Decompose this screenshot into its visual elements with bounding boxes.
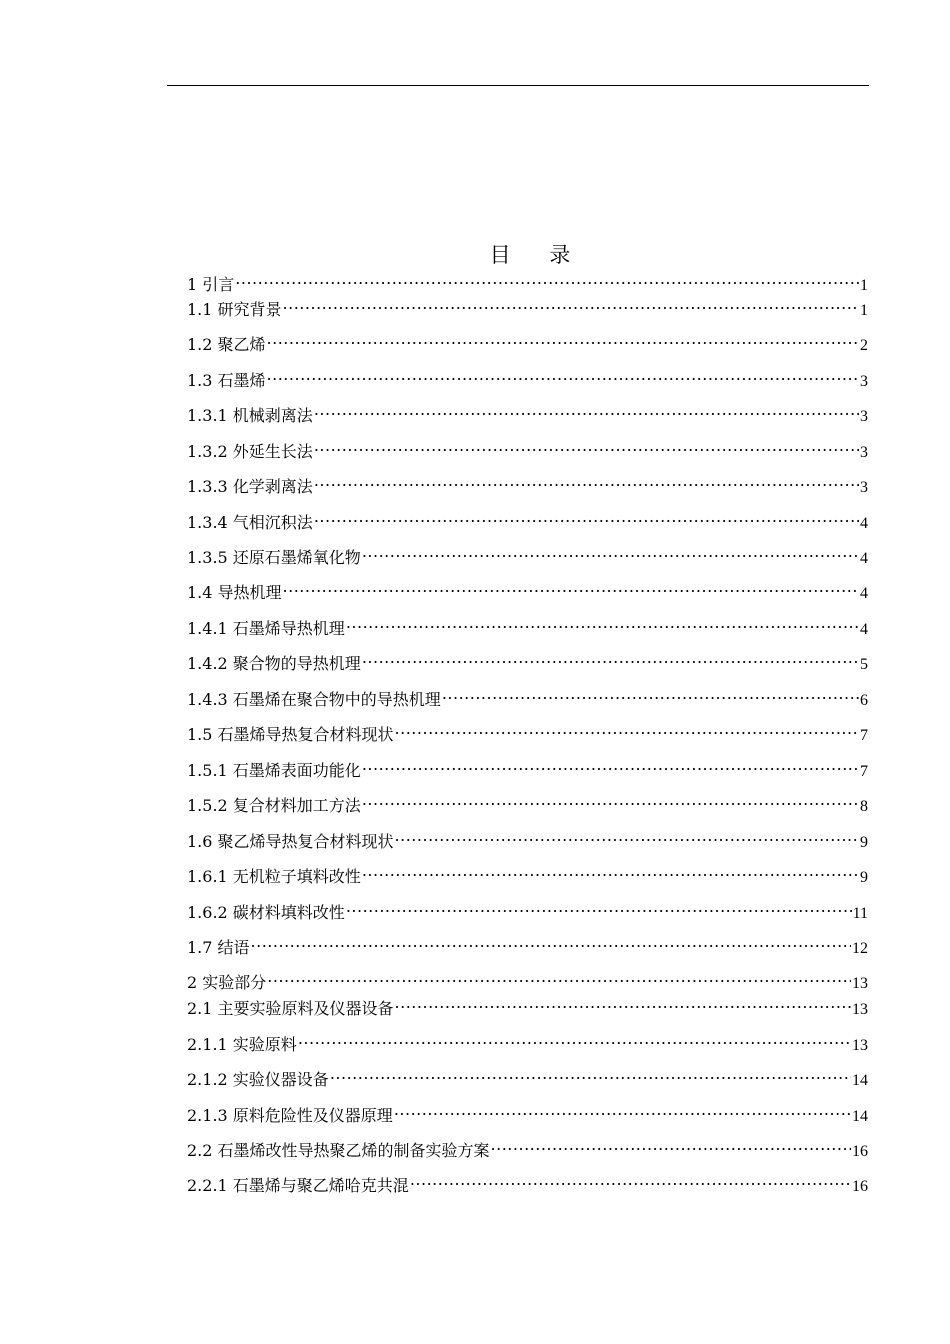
toc-entry-label: 1.1 研究背景 xyxy=(187,300,282,319)
toc-entry-page-number: 4 xyxy=(860,621,868,638)
toc-dot-leader xyxy=(362,754,859,776)
toc-entry-label: 2 实验部分 xyxy=(187,973,267,992)
toc-dot-leader xyxy=(267,966,851,988)
toc-entry-page-number: 3 xyxy=(860,373,868,390)
toc-entry-page-number: 16 xyxy=(852,1178,868,1195)
toc-entry-page-number: 8 xyxy=(860,798,868,815)
toc-dot-leader xyxy=(283,293,859,315)
toc-entry[interactable] xyxy=(187,268,868,294)
toc-entry[interactable] xyxy=(187,576,868,602)
toc-entry[interactable] xyxy=(187,612,868,638)
toc-entry[interactable] xyxy=(187,789,868,815)
toc-entry-label: 1.5.1 石墨烯表面功能化 xyxy=(187,761,361,780)
toc-entry[interactable] xyxy=(187,992,868,1018)
toc-dot-leader xyxy=(330,1063,851,1085)
toc-entry[interactable] xyxy=(187,541,868,567)
toc-entry[interactable] xyxy=(187,364,868,390)
page-title: 目 录 xyxy=(489,243,587,267)
toc-entry-page-number: 13 xyxy=(852,975,868,992)
toc-dot-leader xyxy=(362,647,859,669)
toc-dot-leader xyxy=(267,328,859,350)
toc-entry-page-number: 13 xyxy=(852,1001,868,1018)
toc-dot-leader xyxy=(395,718,859,740)
toc-dot-leader xyxy=(394,1099,851,1121)
toc-dot-leader xyxy=(442,683,859,705)
toc-entry-page-number: 4 xyxy=(860,550,868,567)
toc-entry[interactable] xyxy=(187,506,868,532)
toc-dot-leader xyxy=(395,825,859,847)
toc-entry[interactable] xyxy=(187,683,868,709)
toc-entry[interactable] xyxy=(187,1028,868,1054)
toc-entry[interactable] xyxy=(187,896,868,922)
toc-dot-leader xyxy=(410,1169,851,1191)
toc-entry[interactable] xyxy=(187,825,868,851)
toc-entry-page-number: 7 xyxy=(860,763,868,780)
toc-entry-label: 1.4.1 石墨烯导热机理 xyxy=(187,619,345,638)
toc-entry-page-number: 3 xyxy=(860,444,868,461)
toc-entry[interactable] xyxy=(187,647,868,673)
toc-entry[interactable] xyxy=(187,1134,868,1160)
toc-entry[interactable] xyxy=(187,860,868,886)
toc-entry-page-number: 13 xyxy=(852,1037,868,1054)
toc-dot-leader xyxy=(395,992,851,1014)
toc-entry[interactable] xyxy=(187,293,868,319)
toc-dot-leader xyxy=(491,1134,851,1156)
toc-entry-label: 1.7 结语 xyxy=(187,938,250,957)
toc-entry-label: 2.2 石墨烯改性导热聚乙烯的制备实验方案 xyxy=(187,1141,490,1160)
toc-dot-leader xyxy=(362,789,859,811)
toc-dot-leader xyxy=(362,541,859,563)
toc-entry-page-number: 1 xyxy=(860,302,868,319)
toc-entry-label: 1 引言 xyxy=(187,275,235,294)
toc-entry-page-number: 2 xyxy=(860,337,868,354)
toc-entry-page-number: 4 xyxy=(860,585,868,602)
toc-entry-label: 2.1.1 实验原料 xyxy=(187,1035,297,1054)
toc-entry[interactable] xyxy=(187,328,868,354)
toc-entry-label: 1.3.1 机械剥离法 xyxy=(187,406,313,425)
toc-dot-leader xyxy=(314,470,859,492)
toc-entry-label: 2.1.2 实验仪器设备 xyxy=(187,1070,329,1089)
toc-entry[interactable] xyxy=(187,966,868,992)
toc-entry-page-number: 5 xyxy=(860,656,868,673)
toc-dot-leader xyxy=(314,399,859,421)
toc-entry-label: 1.4.2 聚合物的导热机理 xyxy=(187,654,361,673)
toc-entry-page-number: 9 xyxy=(860,834,868,851)
toc-entry-page-number: 9 xyxy=(860,869,868,886)
toc-dot-leader xyxy=(314,506,859,528)
toc-entry-label: 1.5.2 复合材料加工方法 xyxy=(187,796,361,815)
toc-entry-page-number: 3 xyxy=(860,479,868,496)
toc-entry-label: 1.6 聚乙烯导热复合材料现状 xyxy=(187,832,394,851)
toc-entry[interactable] xyxy=(187,931,868,957)
toc-entry-page-number: 4 xyxy=(860,515,868,532)
toc-dot-leader xyxy=(346,896,852,918)
header-rule xyxy=(167,85,869,86)
toc-entry-label: 1.3.5 还原石墨烯氧化物 xyxy=(187,548,361,567)
toc-entry-label: 1.3 石墨烯 xyxy=(187,371,266,390)
toc-entry-page-number: 3 xyxy=(860,408,868,425)
toc-entry-label: 1.3.3 化学剥离法 xyxy=(187,477,313,496)
toc-entry-page-number: 1 xyxy=(860,277,868,294)
toc-entry[interactable] xyxy=(187,435,868,461)
toc-entry-label: 2.1 主要实验原料及仪器设备 xyxy=(187,999,394,1018)
toc-entry-label: 1.4 导热机理 xyxy=(187,583,282,602)
toc-entry-label: 1.6.2 碳材料填料改性 xyxy=(187,903,345,922)
toc-entry[interactable] xyxy=(187,754,868,780)
toc-entry-page-number: 16 xyxy=(852,1143,868,1160)
toc-entry-page-number: 7 xyxy=(860,727,868,744)
toc-entry-label: 1.3.2 外延生长法 xyxy=(187,442,313,461)
toc-entry[interactable] xyxy=(187,718,868,744)
toc-entry[interactable] xyxy=(187,470,868,496)
toc-entry-label: 1.2 聚乙烯 xyxy=(187,335,266,354)
toc-entry[interactable] xyxy=(187,1169,868,1195)
toc-entry-label: 2.1.3 原料危险性及仪器原理 xyxy=(187,1106,393,1125)
toc-entry[interactable] xyxy=(187,399,868,425)
toc-entry-label: 1.5 石墨烯导热复合材料现状 xyxy=(187,725,394,744)
toc-entry-page-number: 14 xyxy=(852,1108,868,1125)
toc-dot-leader xyxy=(314,435,859,457)
toc-entry-page-number: 6 xyxy=(860,692,868,709)
toc-dot-leader xyxy=(362,860,859,882)
toc-entry-page-number: 11 xyxy=(852,905,868,922)
toc-dot-leader xyxy=(235,268,859,290)
toc-entry[interactable] xyxy=(187,1099,868,1125)
toc-entry-label: 1.4.3 石墨烯在聚合物中的导热机理 xyxy=(187,690,441,709)
toc-entry-page-number: 12 xyxy=(852,940,868,957)
toc-entry-label: 1.6.1 无机粒子填料改性 xyxy=(187,867,361,886)
toc-entry-page-number: 14 xyxy=(852,1072,868,1089)
toc-dot-leader xyxy=(251,931,851,953)
toc-dot-leader xyxy=(283,576,859,598)
toc-dot-leader xyxy=(298,1028,851,1050)
toc-entry[interactable] xyxy=(187,1063,868,1089)
toc-entry-label: 1.3.4 气相沉积法 xyxy=(187,513,313,532)
toc-entry-label: 2.2.1 石墨烯与聚乙烯哈克共混 xyxy=(187,1176,409,1195)
toc-dot-leader xyxy=(267,364,859,386)
toc-dot-leader xyxy=(346,612,859,634)
